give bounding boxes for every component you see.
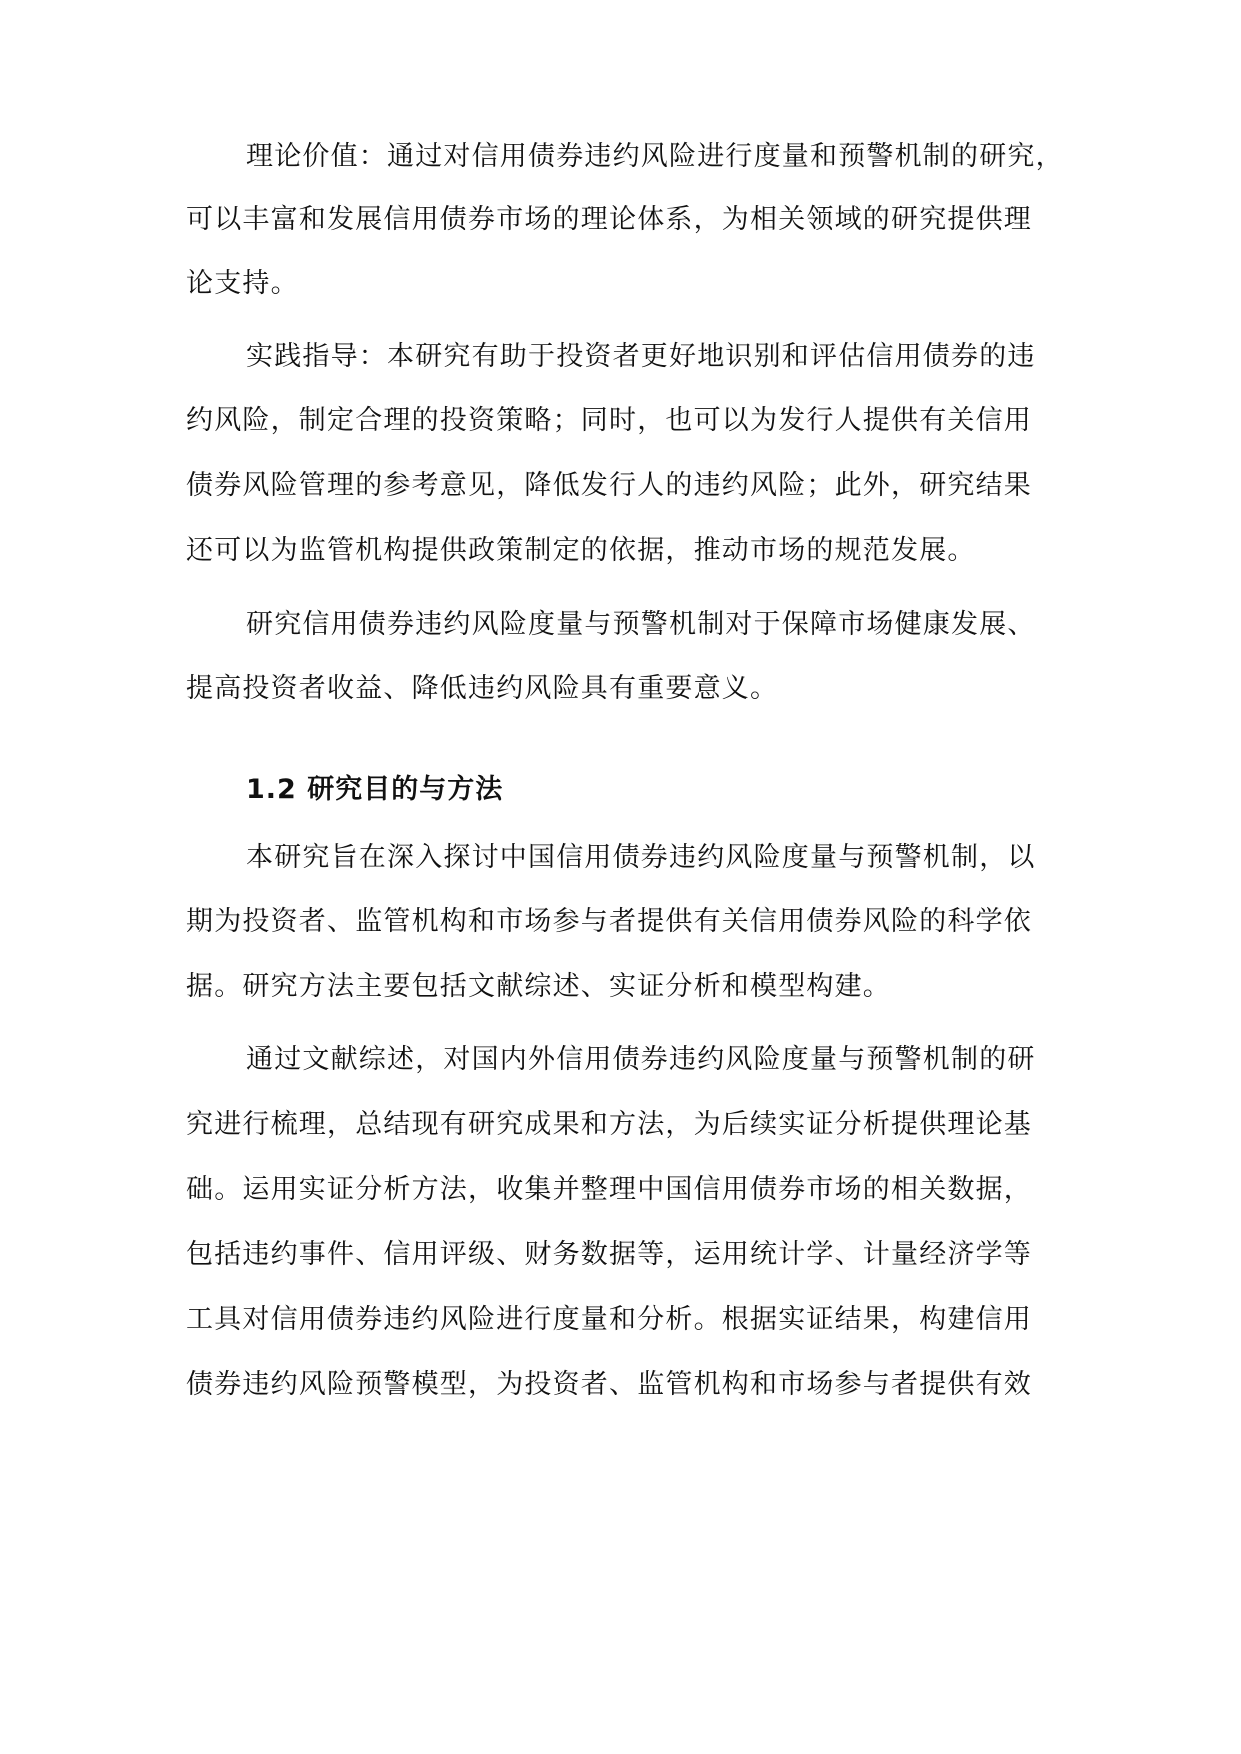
paragraph-line: 工具对信用债券违约风险进行度量和分析。根据实证结果，构建信用 <box>186 1304 1032 1335</box>
paragraph-line: 论支持。 <box>186 268 299 299</box>
paragraph-line: 研究信用债券违约风险度量与预警机制对于保障市场健康发展、 <box>246 609 1036 640</box>
paragraph-line: 提高投资者收益、降低违约风险具有重要意义。 <box>186 673 779 704</box>
paragraph-line: 可以丰富和发展信用债券市场的理论体系，为相关领域的研究提供理 <box>186 204 1032 235</box>
paragraph-line: 据。研究方法主要包括文献综述、实证分析和模型构建。 <box>186 971 891 1002</box>
paragraph-line: 础。运用实证分析方法，收集并整理中国信用债券市场的相关数据， <box>186 1174 1032 1205</box>
section-heading: 1.2 研究目的与方法 <box>246 774 504 805</box>
paragraph-line: 债券违约风险预警模型，为投资者、监管机构和市场参与者提供有效 <box>186 1369 1032 1400</box>
paragraph-line: 还可以为监管机构提供政策制定的依据，推动市场的规范发展。 <box>186 535 976 566</box>
paragraph-line: 本研究旨在深入探讨中国信用债券违约风险度量与预警机制，以 <box>246 842 1036 873</box>
paragraph-line: 包括违约事件、信用评级、财务数据等，运用统计学、计量经济学等 <box>186 1239 1032 1270</box>
paragraph-line: 约风险，制定合理的投资策略；同时，也可以为发行人提供有关信用 <box>186 405 1032 436</box>
paragraph-line: 实践指导：本研究有助于投资者更好地识别和评估信用债券的违 <box>246 341 1036 372</box>
paragraph-line: 期为投资者、监管机构和市场参与者提供有关信用债券风险的科学依 <box>186 906 1032 937</box>
paragraph-line: 理论价值：通过对信用债券违约风险进行度量和预警机制的研究， <box>246 141 1064 172</box>
paragraph-line: 通过文献综述，对国内外信用债券违约风险度量与预警机制的研 <box>246 1044 1036 1075</box>
paragraph-line: 债券风险管理的参考意见，降低发行人的违约风险；此外，研究结果 <box>186 470 1032 501</box>
paragraph-line: 究进行梳理，总结现有研究成果和方法，为后续实证分析提供理论基 <box>186 1109 1032 1140</box>
